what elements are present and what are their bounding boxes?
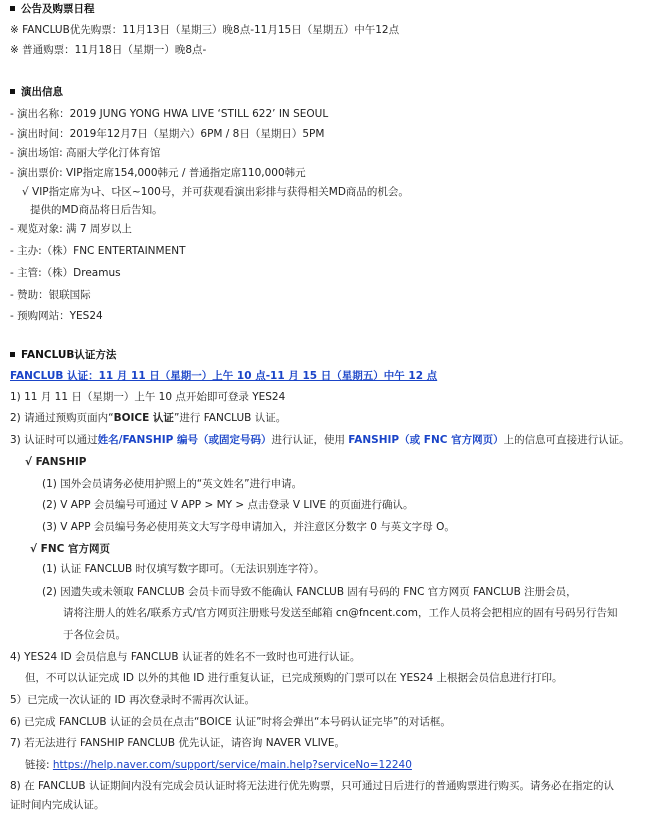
step-3: 3) 认证时可以通过姓名/FANSHIP 编号（或固定号码）进行认证，使用 FANSHIP（或 FNC 官方网页）上的信息可直接进行认证。	[10, 434, 630, 446]
bullet-square-icon	[10, 6, 15, 11]
manager: - 主管:（株）Dreamus	[10, 267, 121, 279]
fanship-rule-3: (3) V APP 会员编号务必使用英文大写字母申请加入，并注意区分数字 0 与英文字母 O。	[42, 521, 455, 533]
vip-note-md: 提供的MD商品将日后告知。	[30, 204, 163, 216]
vip-note: √ VIP指定席为나、다区~100号，并可获观看演出彩排与获得相关MD商品的机会。	[22, 186, 409, 198]
fnc-rule-2-cont: 请将注册人的姓名/联系方式/官方网页注册账号发送至邮箱 cn@fncent.com，工作人员将会把相应的固有号码另行告知	[63, 607, 618, 619]
organizer: - 主办:（株）FNC ENTERTAINMENT	[10, 245, 186, 257]
fnc-rule-1: (1) 认证 FANCLUB 时仅填写数字即可。（无法识别连字符）。	[42, 563, 325, 575]
fanship-title: √ FANSHIP	[25, 456, 87, 468]
step-6: 6) 已完成 FANCLUB 认证的会员在点击“BOICE 认证”时将会弹出“本号码认证完毕”的对话框。	[10, 716, 451, 728]
step-8: 8) 在 FANCLUB 认证期间内没有完成会员认证时将无法进行优先购票，只可通过日后进行的普通购票进行购买。请务必在指定的认	[10, 780, 614, 792]
naver-help-link[interactable]: https://help.naver.com/support/service/main.help?serviceNo=12240	[52, 759, 412, 771]
step-4: 4) YES24 ID 会员信息与 FANCLUB 认证者的姓名不一致时也可进行认证。	[10, 651, 361, 663]
fnc-rule-2: (2) 因遗失或未领取 FANCLUB 会员卡而导致不能确认 FANCLUB 固有号码的 FNC 官方网页 FANCLUB 注册会员，	[42, 586, 577, 598]
step-5: 5）已完成一次认证的 ID 再次登录时不需再次认证。	[10, 694, 256, 706]
bullet-square-icon	[10, 89, 15, 94]
show-venue: - 演出场馆: 高丽大学化汀体育馆	[10, 147, 161, 159]
fanclub-heading: FANCLUB认证方法	[10, 348, 116, 362]
step-8-end: 证时间内完成认证。	[10, 799, 105, 811]
step-7-link-row: 链接: https://help.naver.com/support/service/main.help?serviceNo=12240	[25, 759, 412, 771]
fnc-title: √ FNC 官方网页	[30, 543, 110, 555]
fanclub-presale-line: ※ FANCLUB优先购票：11月13日（星期三）晚8点-11月15日（星期五）中午12点	[10, 24, 400, 36]
step-7: 7) 若无法进行 FANSHIP FANCLUB 优先认证，请咨询 NAVER VLIVE。	[10, 737, 345, 749]
show-price: - 演出票价: VIP指定席154,000韩元 / 普通指定席110,000韩元	[10, 167, 306, 179]
bullet-square-icon	[10, 352, 15, 357]
ticket-site: - 预购网站：YES24	[10, 310, 103, 322]
audience-age: - 观览对象: 满 7 周岁以上	[10, 223, 132, 235]
step-4-note: 但，不可以认证完成 ID 以外的其他 ID 进行重复认证，已完成预购的门票可以在 YES24 上根据会员信息进行打印。	[25, 672, 563, 684]
step-2: 2) 请通过预购页面内“BOICE 认证”进行 FANCLUB 认证。	[10, 412, 287, 424]
general-sale-line: ※ 普通购票：11月18日（星期一）晚8点-	[10, 44, 207, 56]
sponsor: - 赞助：银联国际	[10, 289, 91, 301]
fnc-rule-2-end: 于各位会员。	[63, 629, 126, 641]
fanship-rule-2: (2) V APP 会员编号可通过 V APP > MY > 点击登录 V LIVE 的页面进行确认。	[42, 499, 414, 511]
show-time: - 演出时间：2019年12月7日（星期六）6PM / 8日（星期日）5PM	[10, 128, 325, 140]
step-1: 1) 11 月 11 日（星期一）上午 10 点开始即可登录 YES24	[10, 391, 286, 403]
show-name: - 演出名称：2019 JUNG YONG HWA LIVE ‘STILL 622’ IN SEOUL	[10, 108, 329, 120]
info-heading: 演出信息	[10, 85, 63, 99]
fanclub-period: FANCLUB 认证：11 月 11 日（星期一）上午 10 点-11 月 15 日（星期五）中午 12 点	[10, 370, 438, 382]
announce-heading: 公告及购票日程	[10, 2, 95, 16]
fanship-rule-1: (1) 国外会员请务必使用护照上的“英文姓名”进行申请。	[42, 478, 303, 490]
